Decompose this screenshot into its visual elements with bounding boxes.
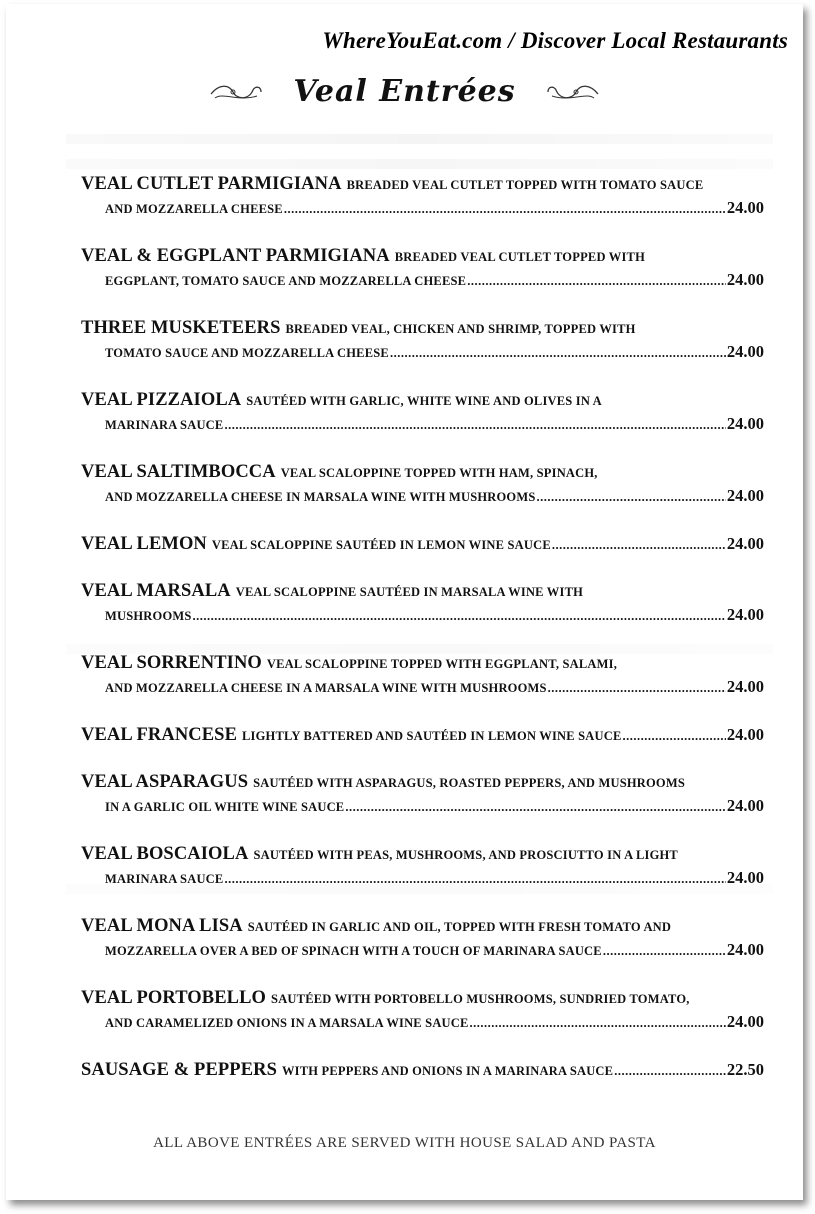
dot-leader [470,1016,726,1031]
item-name: SAUSAGE & PEPPERS [81,1060,277,1080]
item-name: THREE MUSKETEERS [81,318,281,338]
dot-leader [284,202,726,217]
item-name: VEAL LEMON [81,534,207,554]
menu-item [81,844,764,916]
item-description: VEAL SCALOPPINE SAUTÉED IN MARSALA WINE WITH [235,585,584,599]
dot-leader [345,800,726,815]
item-name: VEAL MARSALA [81,581,231,601]
item-price: 24.00 [726,414,764,433]
item-price: 24.00 [726,868,764,887]
dot-leader [623,729,726,744]
dot-leader [390,346,726,361]
menu-item [81,462,764,534]
item-description: WITH PEPPERS AND ONIONS IN A MARINARA SAUCE [281,1064,614,1078]
menu-item [81,318,764,390]
item-description-cont: MUSHROOMS [105,609,192,623]
item-description-cont: AND CARAMELIZED ONIONS IN A MARSALA WINE SAUCE [105,1016,469,1030]
item-price: 24.00 [726,486,764,505]
item-description-cont: MARINARA SAUCE [105,418,224,432]
item-description: SAUTÉED WITH PORTOBELLO MUSHROOMS, SUNDRIED TOMATO, [271,992,690,1006]
menu-page [6,4,803,1200]
item-name: VEAL & EGGPLANT PARMIGIANA [81,246,390,266]
item-description-cont: IN A GARLIC OIL WHITE WINE SAUCE [105,800,345,814]
item-name: VEAL PORTOBELLO [81,988,267,1008]
item-price: 24.00 [726,940,764,959]
item-description: VEAL SCALOPPINE TOPPED WITH HAM, SPINACH, [280,466,598,480]
item-price: 24.00 [726,534,764,553]
menu-item [81,725,764,772]
menu-item [81,246,764,318]
item-name: VEAL MONA LISA [81,916,243,936]
dot-leader [193,609,726,624]
item-price: 24.00 [726,725,764,744]
item-description: SAUTÉED WITH GARLIC, WHITE WINE AND OLIVES IN A [246,394,602,408]
menu-item [81,534,764,581]
page-title: Veal Entrées [293,74,516,109]
dot-leader [614,1064,726,1079]
item-description: BREADED VEAL, CHICKEN AND SHRIMP, TOPPED WITH [285,322,636,336]
item-description-cont: MARINARA SAUCE [105,872,224,886]
menu-item [81,916,764,988]
dot-leader [467,274,726,289]
dot-leader [224,418,725,433]
item-price: 22.50 [726,1060,764,1079]
menu-item [81,772,764,844]
item-description-cont: EGGPLANT, TOMATO SAUCE AND MOZZARELLA CHEESE [105,274,467,288]
item-price: 24.00 [726,198,764,217]
menu-item [81,581,764,653]
item-name: VEAL ASPARAGUS [81,772,249,792]
menu-item [81,174,764,246]
dot-leader [552,538,726,553]
item-description: SAUTÉED WITH PEAS, MUSHROOMS, AND PROSCIUTTO IN A LIGHT [253,848,678,862]
item-name: VEAL SALTIMBOCCA [81,462,276,482]
flourish-right-icon [546,80,600,104]
item-description: LIGHTLY BATTERED AND SAUTÉED IN LEMON WINE SAUCE [242,729,622,743]
menu-item [81,988,764,1060]
site-watermark: WhereYouEat.com / Discover Local Restaurants [322,28,788,53]
item-price: 24.00 [726,1012,764,1031]
item-name: VEAL CUTLET PARMIGIANA [81,174,342,194]
item-price: 24.00 [726,677,764,696]
item-name: VEAL FRANCESE [81,725,238,745]
item-description-cont: TOMATO SAUCE AND MOZZARELLA CHEESE [105,346,389,360]
menu-item [81,390,764,462]
item-description-cont: AND MOZZARELLA CHEESE [105,202,283,216]
item-description: SAUTÉED WITH ASPARAGUS, ROASTED PEPPERS, AND MUSHROOMS [253,776,686,790]
item-description: BREADED VEAL CUTLET TOPPED WITH TOMATO SAUCE [346,178,704,192]
item-description: SAUTÉED IN GARLIC AND OIL, TOPPED WITH FRESH TOMATO AND [247,920,672,934]
item-price: 24.00 [726,270,764,289]
flourish-left-icon [209,80,263,104]
dot-leader [548,681,726,696]
menu-item [81,653,764,725]
dot-leader [224,872,725,887]
item-description-cont: AND MOZZARELLA CHEESE IN MARSALA WINE WITH MUSHROOMS [105,490,536,504]
section-header [6,74,803,109]
item-price: 24.00 [726,796,764,815]
dot-leader [603,944,726,959]
item-name: VEAL PIZZAIOLA [81,390,242,410]
footer-note: ALL ABOVE ENTRÉES ARE SERVED WITH HOUSE SALAD AND PASTA [153,1135,656,1151]
item-price: 24.00 [726,605,764,624]
dot-leader [537,490,726,505]
menu-item [81,1060,764,1107]
item-description: VEAL SCALOPPINE SAUTÉED IN LEMON WINE SAUCE [211,538,551,552]
item-description: VEAL SCALOPPINE TOPPED WITH EGGPLANT, SALAMI, [266,657,618,671]
menu-items-list [81,174,764,1107]
item-price: 24.00 [726,342,764,361]
item-name: VEAL BOSCAIOLA [81,844,249,864]
item-name: VEAL SORRENTINO [81,653,262,673]
item-description-cont: MOZZARELLA OVER A BED OF SPINACH WITH A TOUCH OF MARINARA SAUCE [105,944,602,958]
item-description-cont: AND MOZZARELLA CHEESE IN A MARSALA WINE WITH MUSHROOMS [105,681,547,695]
item-description: BREADED VEAL CUTLET TOPPED WITH [394,250,645,264]
